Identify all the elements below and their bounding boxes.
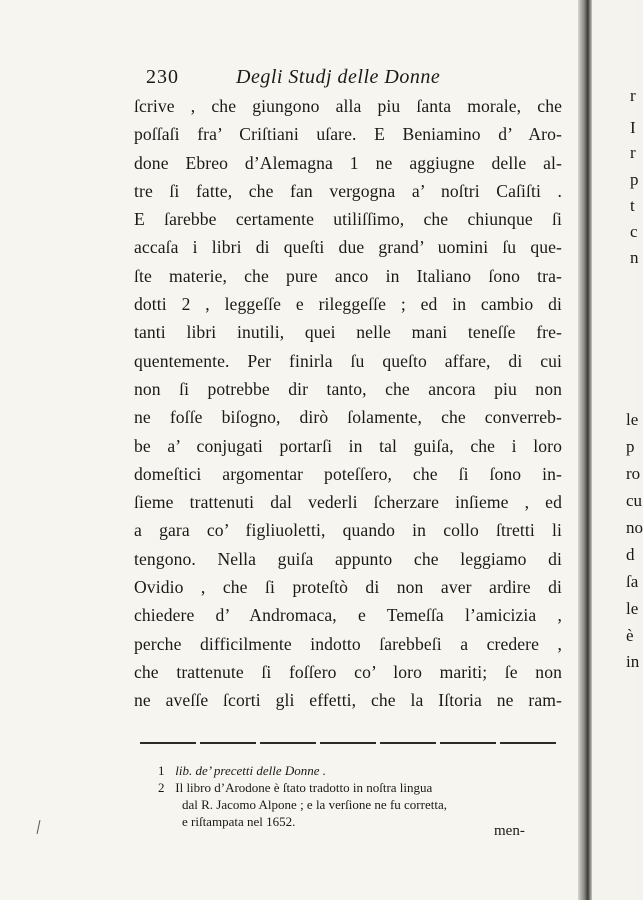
text-line: ſte materie, che pure anco in Italiano ſono tra-	[134, 265, 562, 286]
page-header	[142, 60, 572, 94]
text-line: quentemente. Per finirla ſu queſto affare, di cui	[134, 350, 562, 371]
text-line: non ſi potrebbe dir tanto, che ancora piu non	[134, 378, 562, 399]
facing-page-fragment: no	[626, 518, 643, 537]
facing-page-fragment: ro	[626, 464, 641, 483]
margin-mark	[37, 820, 41, 834]
text-line: tre ſi fatte, che fan vergogna a’ noſtri Caſiſti .	[134, 180, 562, 201]
text-line: done Ebreo d’Alemagna 1 ne aggiugne delle al-	[134, 152, 562, 173]
footnotes	[158, 762, 558, 830]
footnote-1	[158, 762, 558, 779]
text-line: accaſa i libri di queſti due grand’ uomini ſu que-	[134, 237, 562, 258]
facing-page-fragment: le	[626, 410, 639, 429]
facing-page-fragment: p	[630, 170, 639, 189]
facing-page-fragment: r	[630, 143, 636, 162]
footnote-number: 1	[158, 763, 165, 778]
text-line: che trattenute ſi foſſero co’ loro mariti; ſe non	[134, 661, 562, 682]
text-line: be a’ conjugati portarſi in tal guiſa, che i loro	[134, 435, 562, 456]
text-line: ſcrive , che giungono alla piu ſanta morale, che	[134, 96, 562, 116]
facing-page-fragment: I	[630, 118, 636, 137]
text-line: ne foſſe biſogno, dirò ſolamente, che converreb-	[134, 407, 562, 428]
facing-page-fragment: ſa	[626, 572, 639, 591]
text-line: ne aveſſe ſcorti gli effetti, che la Iſtoria ne ram-	[134, 690, 562, 711]
page-number: 230	[146, 66, 179, 88]
text-line: Ovidio , che ſi proteſtò di non aver ardire di	[134, 577, 562, 598]
text-line: E ſarebbe certamente utiliſſimo, che chiunque ſi	[134, 209, 562, 230]
footnote-rule	[140, 742, 560, 744]
footnote-text: lib. de’ precetti delle Donne .	[175, 763, 327, 778]
facing-page-fragment: c	[630, 222, 638, 241]
facing-page-fragment: t	[630, 196, 635, 215]
footnote-2	[158, 779, 558, 796]
text-line: tanti libri inutili, quei nelle mani teneſſe fre-	[134, 322, 562, 343]
footnote-continuation: e riſtampata nel 1652.	[182, 814, 296, 829]
facing-page-fragment: r	[630, 86, 636, 105]
catchword: men-	[494, 823, 525, 839]
text-line: domeſtici argomentar poteſſero, che ſi ſono in-	[134, 463, 562, 484]
footnote-continuation: dal R. Jacomo Alpone ; e la verſione ne fu corretta,	[182, 797, 447, 812]
text-line: a gara co’ figliuoletti, quando in collo ſtretti li	[134, 520, 562, 541]
text-line: poſſaſi fra’ Criſtiani uſare. E Beniamino d’ Aro-	[134, 124, 562, 145]
facing-page-fragment: in	[626, 652, 640, 671]
facing-page-fragment: le	[626, 599, 639, 618]
text-line: chiedere d’ Andromaca, e Temeſſa l’amicizia ,	[134, 605, 562, 626]
text-line: perche difficilmente indotto ſarebbeſi a credere ,	[134, 633, 562, 654]
footnote-text: Il libro d’Arodone è ſtato tradotto in noſtra lingua	[175, 780, 433, 795]
facing-page-fragment: n	[630, 248, 639, 267]
facing-page-edge	[592, 0, 643, 900]
running-title: Degli Studj delle Donne	[236, 66, 441, 88]
footnote-number: 2	[158, 780, 165, 795]
text-line: tengono. Nella guiſa appunto che leggiamo di	[134, 548, 562, 569]
book-gutter	[578, 0, 592, 900]
text-line: dotti 2 , leggeſſe e rileggeſſe ; ed in cambio di	[134, 294, 562, 315]
facing-page-fragment: p	[626, 437, 635, 456]
facing-page-fragment: è	[626, 626, 634, 645]
facing-page-fragment: d	[626, 545, 635, 564]
text-line: ſieme trattenuti dal vederli ſcherzare inſieme , ed	[134, 492, 562, 513]
body-text	[134, 92, 562, 715]
facing-page-fragment: cu	[626, 491, 643, 510]
